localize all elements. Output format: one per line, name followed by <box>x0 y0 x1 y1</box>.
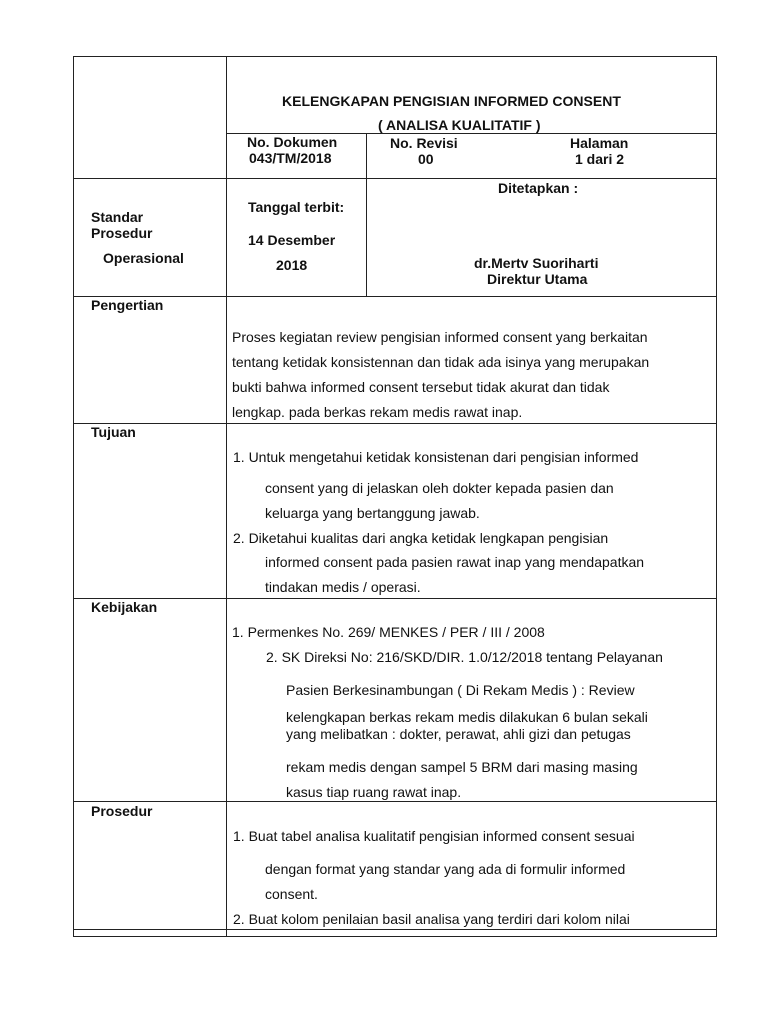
table-border-bottom-2 <box>73 936 717 937</box>
row-divider-2 <box>73 296 717 297</box>
revision-value: 00 <box>418 151 434 167</box>
table-border-right <box>716 56 717 937</box>
row-divider-5 <box>73 801 717 802</box>
document-subtitle: ( ANALISA KUALITATIF ) <box>378 117 541 133</box>
prosedur-line-2: dengan format yang standar yang ada di formulir informed <box>265 861 626 877</box>
tujuan-line-1: 1. Untuk mengetahui ketidak konsistenan dari pengisian informed <box>233 449 639 465</box>
pengertian-line-3: bukti bahwa informed consent tersebut tidak akurat dan tidak <box>232 379 610 395</box>
tujuan-line-3: keluarga yang bertanggung jawab. <box>265 505 480 521</box>
row-divider-3 <box>73 423 717 424</box>
pengertian-line-4: lengkap. pada berkas rekam medis rawat inap. <box>232 404 523 420</box>
issue-date-line1: 14 Desember <box>248 232 336 248</box>
sop-label-line1: Standar <box>91 209 144 225</box>
signatory-name: dr.Mertv Suoriharti <box>474 255 599 271</box>
pengertian-label: Pengertian <box>91 297 164 313</box>
tujuan-label: Tujuan <box>91 424 136 440</box>
sop-inner-divider <box>366 178 367 296</box>
prosedur-line-3: consent. <box>265 886 318 902</box>
issue-date-label: Tanggal terbit: <box>248 199 345 215</box>
document-title: KELENGKAPAN PENGISIAN INFORMED CONSENT <box>282 93 621 109</box>
page-label: Halaman <box>570 135 629 151</box>
established-label: Ditetapkan : <box>498 180 579 196</box>
tujuan-line-6: tindakan medis / operasi. <box>265 579 421 595</box>
kebijakan-line-7: kasus tiap ruang rawat inap. <box>286 784 462 800</box>
doc-number-value: 043/TM/2018 <box>249 150 332 166</box>
revision-label: No. Revisi <box>390 135 458 151</box>
kebijakan-line-2: 2. SK Direksi No: 216/SKD/DIR. 1.0/12/2018 tentang Pelayanan <box>266 649 663 665</box>
table-border-bottom-1 <box>73 929 717 930</box>
sop-label-line3: Operasional <box>103 250 184 266</box>
pengertian-line-2: tentang ketidak konsistennan dan tidak ada isinya yang merupakan <box>232 354 650 370</box>
sop-label-line2: Prosedur <box>91 225 153 241</box>
signatory-title: Direktur Utama <box>487 271 588 287</box>
page-value: 1 dari 2 <box>575 151 625 167</box>
table-border-left <box>73 56 74 937</box>
kebijakan-line-6: rekam medis dengan sampel 5 BRM dari masing masing <box>286 759 638 775</box>
kebijakan-line-5: yang melibatkan : dokter, perawat, ahli gizi dan petugas <box>286 726 631 742</box>
table-border-top <box>73 56 717 57</box>
row-divider-4 <box>73 598 717 599</box>
pengertian-line-1: Proses kegiatan review pengisian informed consent yang berkaitan <box>232 329 648 345</box>
prosedur-label: Prosedur <box>91 803 153 819</box>
kebijakan-label: Kebijakan <box>91 599 158 615</box>
prosedur-line-4: 2. Buat kolom penilaian basil analisa yang terdiri dari kolom nilai <box>233 911 630 927</box>
tujuan-line-2: consent yang di jelaskan oleh dokter kepada pasien dan <box>265 480 614 496</box>
header-inner-divider <box>366 133 367 178</box>
tujuan-line-4: 2. Diketahui kualitas dari angka ketidak lengkapan pengisian <box>233 530 609 546</box>
kebijakan-line-3: Pasien Berkesinambungan ( Di Rekam Medis ) : Review <box>286 682 635 698</box>
tujuan-line-5: informed consent pada pasien rawat inap yang mendapatkan <box>265 554 645 570</box>
prosedur-line-1: 1. Buat tabel analisa kualitatif pengisian informed consent sesuai <box>233 828 635 844</box>
kebijakan-line-4: kelengkapan berkas rekam medis dilakukan 6 bulan sekali <box>286 709 648 725</box>
row-divider-1 <box>73 178 717 179</box>
kebijakan-line-1: 1. Permenkes No. 269/ MENKES / PER / III / 2008 <box>232 624 545 640</box>
issue-date-line2: 2018 <box>276 257 308 273</box>
doc-number-label: No. Dokumen <box>247 134 338 150</box>
column-divider <box>226 56 227 937</box>
